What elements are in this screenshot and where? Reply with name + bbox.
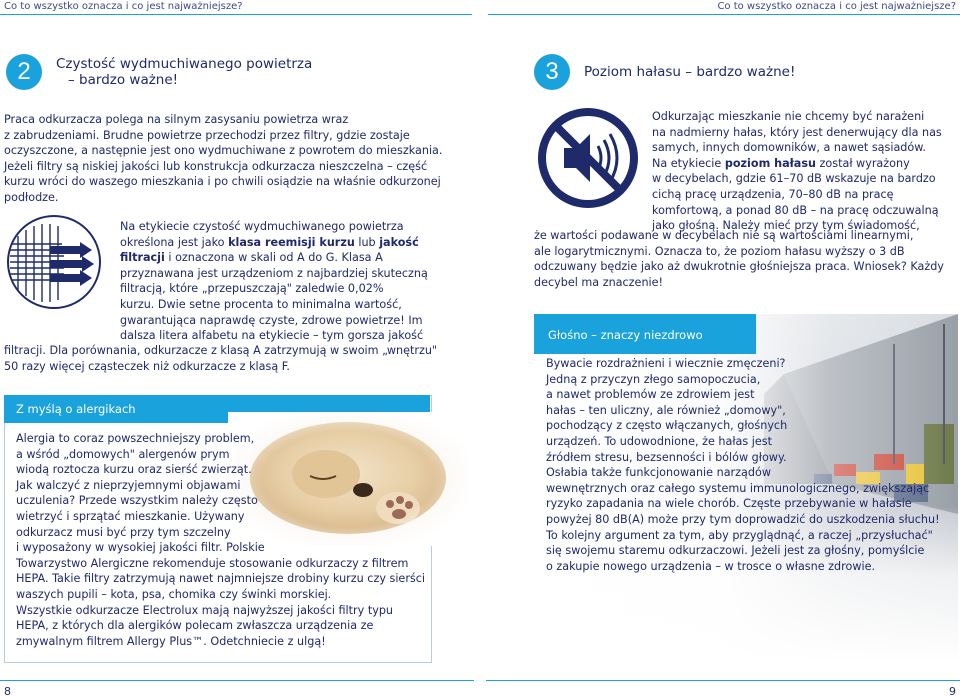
running-header-right: Co to wszystko oznacza i co jest najważniejsze? — [717, 1, 956, 12]
section-2-title: Czystość wydmuchiwanego powietrza – bardzo ważne! — [56, 56, 313, 88]
noise-box-title: Głośno – znaczy niezdrowo — [548, 328, 703, 342]
header-rule-right — [488, 14, 960, 15]
section-3-title: Poziom hałasu – bardzo ważne! — [584, 64, 796, 80]
running-header-left: Co to wszystko oznacza i co jest najważniejsze? — [4, 1, 243, 12]
noise-box-text: Bywacie rozdrażnieni i wiecznie zmęczeni? Jedną z przyczyn złego samopoczucia, a nawet problemów ze zdrowiem jest hałas – ten uliczny, ale również „domowy", pochodzący z często włączanych, głośnych urządzeń. To udowodnione, że hałas jest źródłem stresu, bezsenności i bólów głowy. Osłabia także funkcjonowanie narządów wewnętrznych oraz całego systemu immunologicznego, zwiększając ryzyko zapadania na wiele chorób. Częste przebywanie w hałasie powyżej 80 dB(A) może przy tym doprowadzić do uszkodzenia słuchu! To kolejny argument za tym, aby przyglądnąć, a raczej „przysłuchać" się swojemu staremu odkurzaczowi. Jeżeli jest za głośny, pomyślcie o zakupie nowego urządzenia – w trosce o własne zdrowie. — [546, 357, 940, 573]
section-number-3: 3 — [534, 54, 570, 90]
page-number-left: 8 — [4, 685, 11, 698]
footer-rule-left — [0, 680, 474, 681]
filtration-comparison-text: filtracji. Dla porównania, odkurzacze z klasą A zatrzymują w swoim „wnętrzu" 50 razy więcej cząsteczek niż odkurzacze z klasą F. — [4, 344, 438, 373]
page-number-right: 9 — [949, 685, 956, 698]
allergy-box-text: Alergia to coraz powszechniejszy problem, a wśród „domowych" alergenów prym wiodą roztocza kurzu oraz sierść zwierząt. Jak walczyć z nieprzyjemnymi objawami uczulenia? Przede wszystkim należy często wietrzyć i sprzątać mieszkanie. Używany odkurzacz musi być przy tym szczelny i wyposażony w wysokiej jakości filtr. Polskie Towarzystwo Alergiczne rekomenduje stosowanie odkurzaczy z filtrem HEPA. Takie filtry zatrzymują nawet najmniejsze drobiny kurzu czy sierści waszych pupili – kota, psa, chomika czy świnki morskiej. Wszystkie odkurzacze Electrolux mają najwyższej jakości filtry typu HEPA, z których dla alergików polecam zwłaszcza urządzenia ze zmywalnym filtrem Allergy Plus™. Odetchniecie z ulgą! — [16, 432, 426, 648]
section-2-intro: Praca odkurzacza polega na silnym zasysaniu powietrza wraz z zabrudzeniami. Brudne powietrze przechodzi przez filtry, gdzie zostaje oczyszczone, a następnie jest ono wydmuchiwane z powrotem do mieszkania. Jeżeli filtry są niskiej jakości lub konstrukcja odkurzacza nieszczelna – część kurzu wróci do waszego mieszkania i po chwili osiądzie na właśnie odkurzonej podłodze. — [4, 113, 443, 204]
energy-label-filtration-text: Na etykiecie czystość wydmuchiwanego powietrza określona jest jako klasa reemisji kurzu lub jakość filtracji i oznaczona w skali od A do G. Klasa A przyznawana jest urządzeniom z najbardziej skuteczną filtracją, które „przepuszczają" zaledwie 0,02% kurzu. Dwie setne procenta to minimalna wartość, gwarantująca naprawdę czyste, zdrowe powietrze! Im dalsza litera alfabetu na etykiecie – tym gorsza jakość — [120, 220, 428, 343]
allergy-box-title: Z myślą o alergikach — [16, 402, 136, 416]
section-number-2: 2 — [6, 54, 42, 90]
air-filter-icon — [6, 214, 102, 310]
header-rule-left — [0, 14, 472, 15]
section-3-text-bottom: że wartości podawane w decybelach nie są wartościami linearnymi, ale logarytmicznymi. Oznacza to, że poziom hałasu wyższy o 3 dB odczuwany będzie jako aż dwukrotnie głośniejsza praca. Wniosek? Każdy decybel ma znaczenie! — [534, 229, 944, 289]
no-noise-icon — [534, 104, 642, 212]
section-3-text-top: Odkurzając mieszkanie nie chcemy być narażeni na nadmierny hałas, który jest denerwujący dla nas samych, innych domowników, a nawet sąsiadów. Na etykiecie poziom hałasu został wyrażony w decybelach, gdzie 61–70 dB wskazuje na bardzo cichą pracę urządzenia, 70–80 dB na pracę komfortową, a ponad 80 dB – na pracę odczuwalną jako głośną. Należy mieć przy tym świadomość, — [652, 110, 942, 233]
footer-rule-right — [486, 680, 960, 681]
